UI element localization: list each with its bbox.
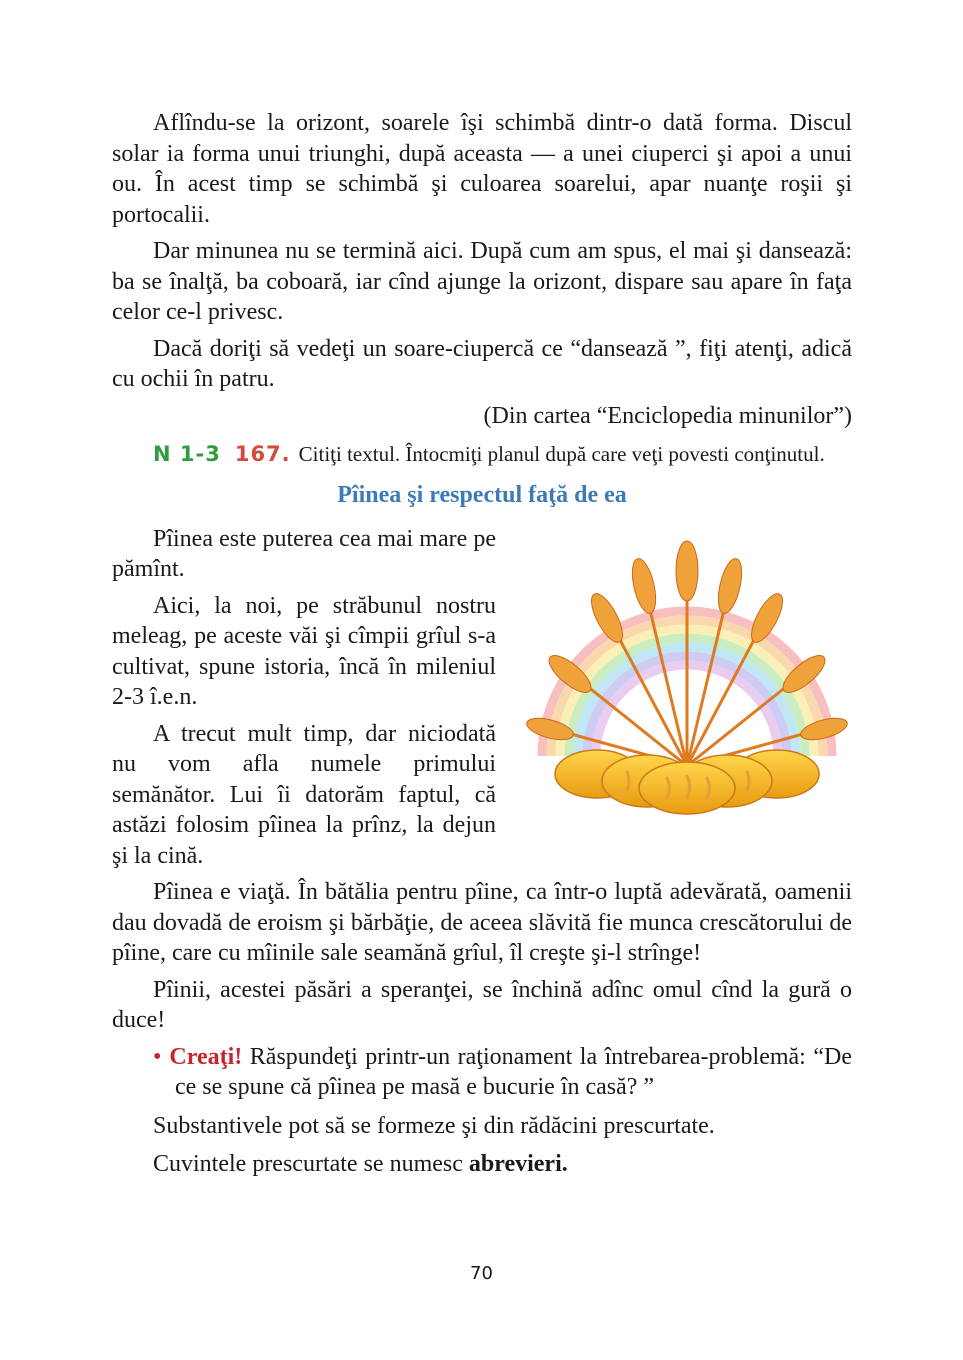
bullet-marker: • xyxy=(153,1043,162,1070)
page-content xyxy=(112,108,852,1188)
source-citation: (Din cartea “Enciclopedia minunilor”) xyxy=(483,402,852,429)
task-number: 167. xyxy=(234,441,291,466)
paragraph: Dar minunea nu se termină aici. După cum am spus, el mai şi dansează: ba se înalţă, ba coboară, iar cînd ajunge la orizont, dispare sau apare în faţa celor ce-l privesc. xyxy=(112,238,852,325)
rule-line: Substantivele pot să se formeze şi din rădăcini prescurtate. xyxy=(153,1112,715,1139)
wheat-bread-illustration xyxy=(522,526,852,816)
definition-line xyxy=(153,1149,852,1180)
page-number: 70 xyxy=(470,1263,493,1284)
paragraph: Pîinea e viaţă. În bătălia pentru pîine, ca într-o luptă adevărată, oamenii dau dovadă de eroism şi bărbăţie, de aceea slăvită fie munca crescătorului de pîine, care cu mîinile sale seamănă grîul, îl creşte şi-l strînge! xyxy=(112,879,852,966)
text-with-image xyxy=(112,524,852,878)
task-text: Citiţi textul. Întocmiţi planul după care veţi povesti conţinutul. xyxy=(298,441,825,466)
paragraph: A trecut mult timp, dar niciodată nu vom afla numele primului semănător. Lui îi datorăm faptul, că astăzi folosim pîinea la prînz, la dejun şi la cină. xyxy=(112,720,496,869)
paragraph: Aflîndu-se la orizont, soarele îşi schimbă dintr-o dată forma. Discul solar ia forma unui triunghi, după aceasta — a unei ciuperci şi apoi a unui ou. În acest timp se schimbă şi culoarea soarelui, apar nuanţe roşii şi portocalii. xyxy=(112,110,852,228)
definition-text: Cuvintele prescurtate se numesc xyxy=(153,1151,469,1177)
creative-text: Răspundeţi printr-un raţionament la întrebarea-problemă: “De ce se spune că pîinea pe masă e bucurie în casă? ” xyxy=(175,1043,852,1100)
wheat-bread-icon xyxy=(522,526,852,816)
exercise-task xyxy=(153,441,852,468)
paragraph: Dacă doriţi să vedeţi un soare-ciupercă ce “dansează ”, fiţi atenţi, adică cu ochii în patru. xyxy=(112,335,852,392)
paragraph: Aici, la noi, pe străbunul nostru meleag, pe aceste văi şi cîmpii grîul s-a cultivat, spune istoria, încă în mileniul 2-3 î.e.n. xyxy=(112,592,496,710)
section-heading: Pîinea şi respectul faţă de ea xyxy=(337,481,627,508)
paragraph: Pîinea este puterea cea mai mare pe pămînt. xyxy=(112,525,496,582)
creative-task xyxy=(153,1042,852,1103)
paragraph: Pîinii, acestei păsări a speranţei, se închină adînc omul cînd la gură o duce! xyxy=(112,976,852,1033)
creative-label: Creaţi! xyxy=(169,1043,243,1070)
task-code: N 1-3 xyxy=(153,441,221,466)
term-abrevieri: abrevieri. xyxy=(468,1151,568,1177)
